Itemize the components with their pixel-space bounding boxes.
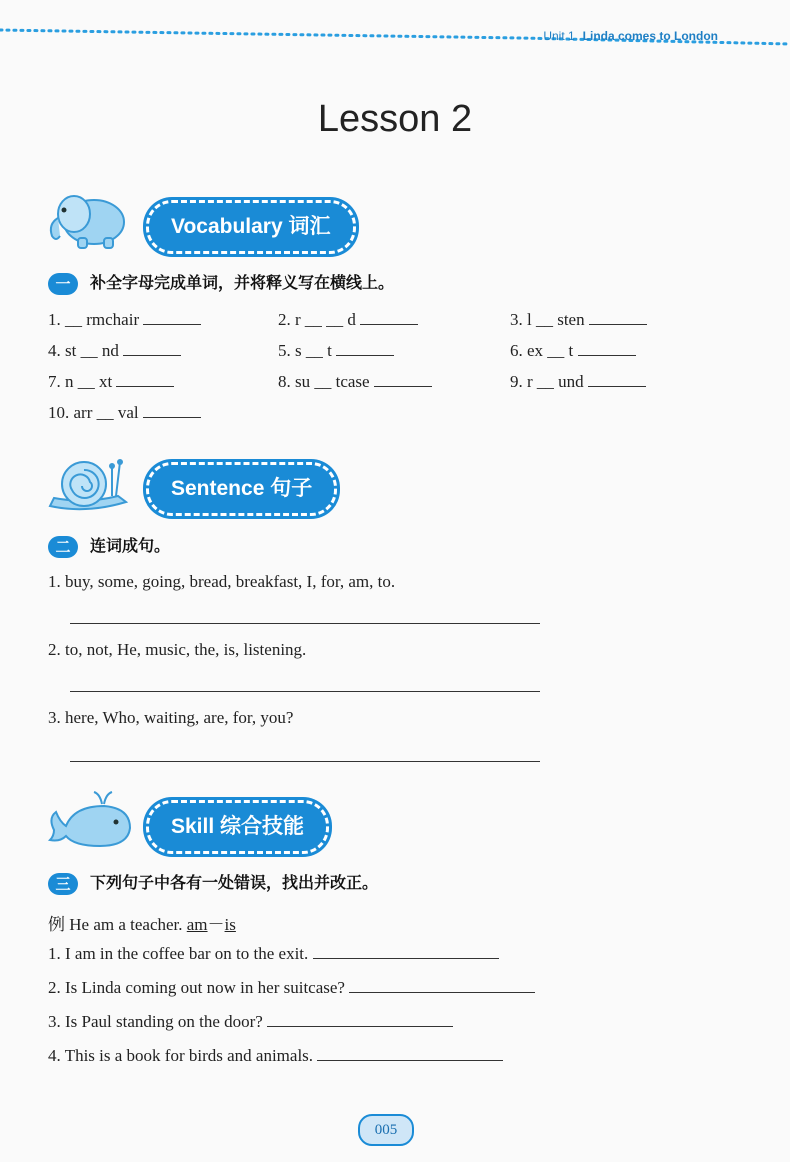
- question-1-number: 一: [48, 273, 78, 295]
- vocab-item: 2. r __ __ d: [278, 310, 418, 330]
- question-2-number: 二: [48, 536, 78, 558]
- question-1-heading: [48, 270, 394, 295]
- vocab-item: 9. r __ und: [510, 372, 646, 392]
- correction-item: 4. This is a book for birds and animals.: [48, 1046, 503, 1066]
- answer-line[interactable]: [70, 690, 540, 692]
- sentence-item: 3. here, Who, waiting, are, for, you?: [48, 708, 294, 727]
- question-3-heading: [48, 870, 378, 895]
- correction-item: 3. Is Paul standing on the door?: [48, 1012, 453, 1032]
- sentence-label: Sentence 句子: [146, 462, 337, 516]
- vocab-item: 8. su __ tcase: [278, 372, 432, 392]
- running-header: [543, 29, 718, 43]
- vocabulary-label: Vocabulary 词汇: [146, 200, 356, 254]
- question-2-instruction: 连词成句。: [90, 536, 171, 555]
- elephant-icon: [44, 188, 132, 250]
- sentence-item: 1. buy, some, going, bread, breakfast, I, for, am, to.: [48, 572, 396, 591]
- question-2-heading: [48, 533, 170, 558]
- correction-item: 2. Is Linda coming out now in her suitcase?: [48, 978, 535, 998]
- vocab-item: 10. arr __ val: [48, 403, 201, 423]
- vocab-item: 7. n __ xt: [48, 372, 174, 392]
- example-sentence: 例 He am a teacher.: [48, 915, 183, 934]
- sentence-item: 2. to, not, He, music, the, is, listening.: [48, 640, 307, 659]
- whale-icon: [44, 790, 136, 852]
- vocab-item: 1. __ rmchair: [48, 310, 201, 330]
- show-through-background: [440, 80, 780, 1080]
- question-1-instruction: 补全字母完成单词，并将释义写在横线上。: [90, 273, 395, 292]
- question-3-instruction: 下列句子中各有一处错误，找出并改正。: [90, 873, 379, 892]
- example-line: [48, 910, 236, 935]
- answer-line[interactable]: [70, 760, 540, 762]
- skill-label: Skill 综合技能: [146, 800, 329, 854]
- example-correct-word: is: [224, 915, 236, 934]
- answer-line[interactable]: [70, 622, 540, 624]
- vocab-item: 3. l __ sten: [510, 310, 647, 330]
- unit-title: Linda comes to London: [582, 29, 718, 43]
- example-dash: －: [207, 915, 225, 934]
- lesson-title: Lesson 2: [317, 98, 473, 140]
- unit-number: Unit 1: [543, 29, 575, 43]
- example-wrong-word: am: [186, 915, 208, 934]
- page-number: 005: [358, 1114, 414, 1146]
- vocab-item: 5. s __ t: [278, 341, 394, 361]
- vocab-item: 4. st __ nd: [48, 341, 181, 361]
- snail-icon: [46, 452, 130, 514]
- vocab-item: 6. ex __ t: [510, 341, 636, 361]
- correction-item: 1. I am in the coffee bar on to the exit.: [48, 944, 499, 964]
- question-3-number: 三: [48, 873, 78, 895]
